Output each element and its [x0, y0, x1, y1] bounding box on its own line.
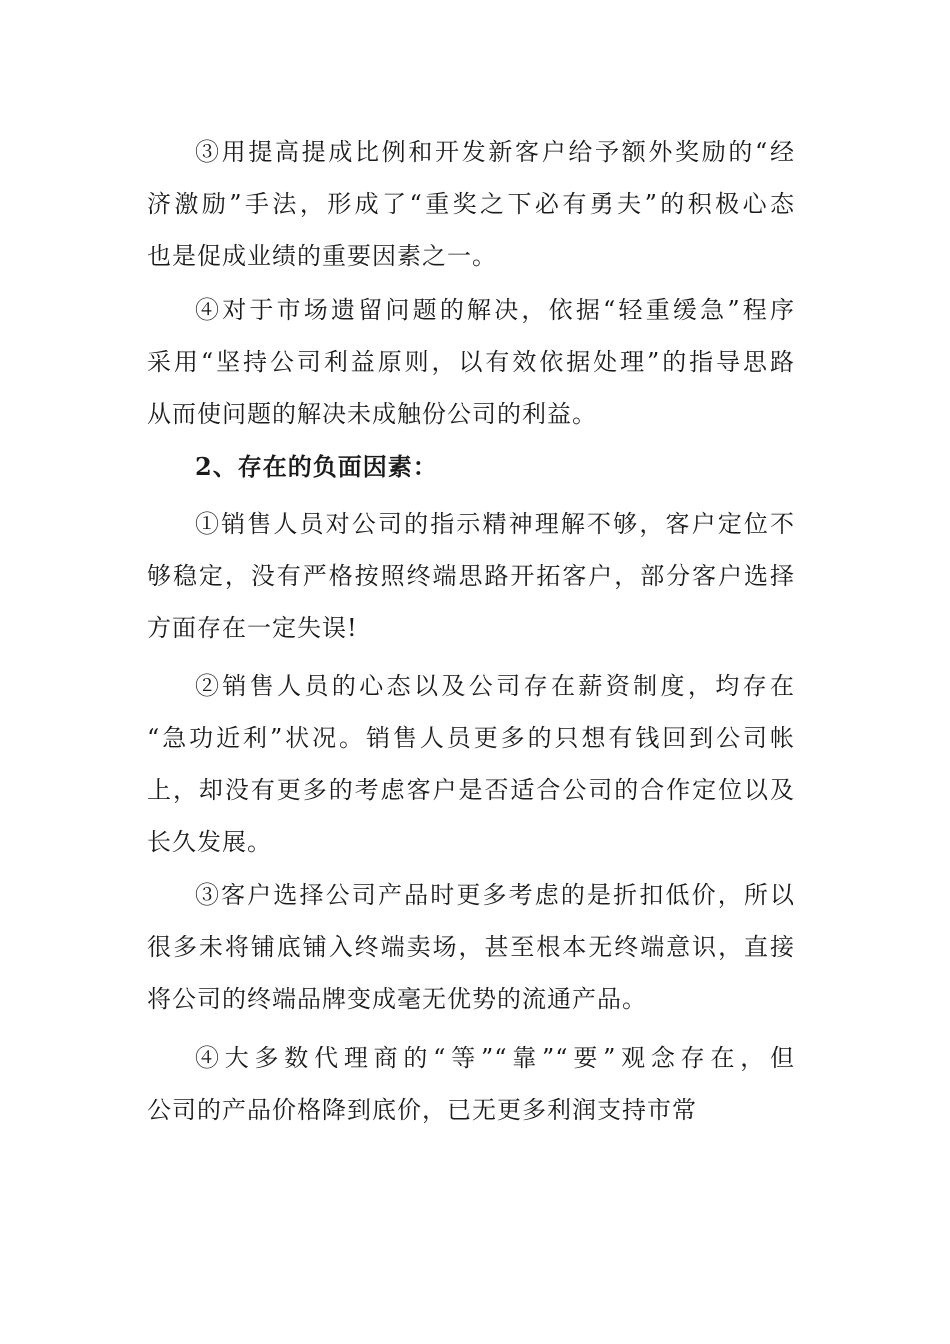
paragraph-legacy-issues	[147, 284, 795, 440]
text-line: ③用提高提成比例和开发新客户给予额外奖励的“经	[195, 138, 795, 166]
text-line: 济激励”手法，形成了“重奖之下必有勇夫”的积极心态	[147, 190, 795, 218]
paragraph-customer-discount	[147, 869, 795, 1025]
text-line: 从而使问题的解决未成触份公司的利益。	[147, 400, 597, 428]
text-line: ④对于市场遗留问题的解决，依据“轻重缓急”程序	[195, 296, 795, 324]
text-line: ①销售人员对公司的指示精神理解不够，客户定位不	[195, 510, 795, 538]
text-line: 长久发展。	[147, 828, 272, 856]
text-line: 方面存在一定失误!	[147, 614, 358, 642]
text-line: ③客户选择公司产品时更多考虑的是折扣低价，所以	[195, 881, 795, 909]
text-line: ④大多数代理商的“等”“靠”“要”观念存在，但	[195, 1044, 795, 1072]
text-line: 上，却没有更多的考虑客户是否适合公司的合作定位以及	[147, 776, 795, 804]
text-line: ②销售人员的心态以及公司存在薪资制度，均存在	[195, 672, 795, 700]
paragraph-sales-mentality	[147, 660, 795, 868]
text-line: 很多未将铺底铺入终端卖场，甚至根本无终端意识，直接	[147, 933, 795, 961]
text-line: 将公司的终端品牌变成毫无优势的流通产品。	[147, 985, 647, 1013]
section-heading-negative-factors	[147, 441, 795, 493]
paragraph-economic-incentive	[147, 126, 795, 282]
paragraph-sales-understanding	[147, 498, 795, 654]
paragraph-agent-concepts	[147, 1032, 795, 1136]
text-line: 公司的产品价格降到底价，已无更多利润支持市常	[147, 1096, 697, 1124]
text-line: 采用“坚持公司利益原则，以有效依据处理”的指导思路	[147, 348, 795, 376]
heading-text: 2、存在的负面因素：	[195, 452, 438, 481]
text-line: 也是促成业绩的重要因素之一。	[147, 242, 497, 270]
text-line: 够稳定，没有严格按照终端思路开拓客户，部分客户选择	[147, 562, 795, 590]
text-line: “急功近利”状况。销售人员更多的只想有钱回到公司帐	[147, 724, 795, 752]
